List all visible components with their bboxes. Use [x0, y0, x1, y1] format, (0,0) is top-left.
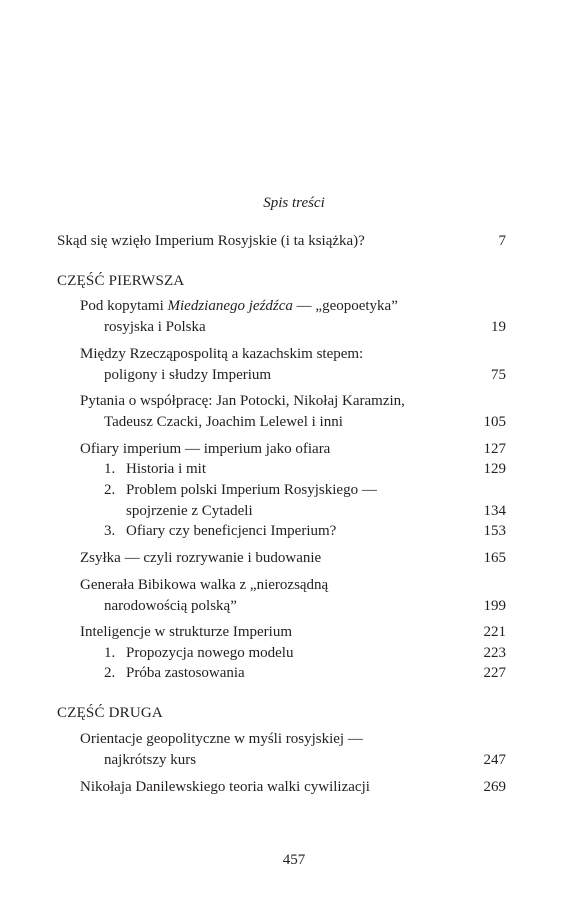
toc-entry-title-cont: poligony i słudzy Imperium — [104, 367, 272, 383]
toc-entry-title: Ofiary imperium — imperium jako ofiara — [80, 441, 331, 457]
toc-sub-number: 2. — [104, 665, 116, 681]
toc-entry-title: Generała Bibikowa walka z „nierozsądną — [80, 577, 329, 593]
toc-sub-title: Propozycja nowego modelu — [126, 645, 294, 661]
toc-sub-title: Ofiary czy beneficjenci Imperium? — [126, 523, 337, 539]
toc-entry-title: Inteligencje w strukturze Imperium — [80, 624, 293, 640]
toc-entry-page: 269 — [483, 779, 506, 795]
toc-sub-page: 129 — [483, 461, 506, 477]
toc-entry-page: 165 — [483, 550, 506, 566]
toc-entry-page: 221 — [483, 624, 506, 640]
toc-entry-title: Orientacje geopolityczne w myśli rosyjskiej — — [80, 731, 363, 747]
part-heading: CZĘŚĆ DRUGA — [57, 705, 163, 721]
toc-sub-page: 153 — [483, 523, 506, 539]
toc-sub-title: Historia i mit — [126, 461, 206, 477]
page-number: 457 — [282, 852, 306, 868]
toc-sub-number: 1. — [104, 461, 116, 477]
toc-entry-page: 127 — [483, 441, 506, 457]
toc-entry-title: Pytania o współpracę: Jan Potocki, Nikołaj Karamzin, — [80, 393, 405, 409]
toc-entry-page: 75 — [491, 367, 506, 383]
toc-sub-page: 227 — [483, 665, 506, 681]
toc-sub-page: 134 — [483, 503, 506, 519]
part-heading: CZĘŚĆ PIERWSZA — [57, 273, 185, 289]
toc-sub-number: 3. — [104, 523, 116, 539]
toc-intro-text: Skąd się wzięło Imperium Rosyjskie (i ta książka)? — [57, 233, 365, 249]
page-title: Spis treści — [263, 195, 325, 211]
toc-entry-title: Zsyłka — czyli rozrywanie i budowanie — [80, 550, 322, 566]
toc-entry-page: 247 — [483, 752, 506, 768]
toc-entry-title: Między Rzecząpospolitą a kazachskim stepem: — [80, 346, 364, 362]
toc-sub-number: 1. — [104, 645, 116, 661]
toc-sub-title: Próba zastosowania — [126, 665, 245, 681]
toc-entry-page: 199 — [483, 598, 506, 614]
toc-sub-page: 223 — [483, 645, 506, 661]
toc-sub-title: Problem polski Imperium Rosyjskiego — — [126, 482, 377, 498]
toc-entry-page: 105 — [483, 414, 506, 430]
toc-sub-title-cont: spojrzenie z Cytadeli — [126, 503, 253, 519]
toc-entry-title-cont: najkrótszy kurs — [104, 752, 197, 768]
toc-sub-number: 2. — [104, 482, 116, 498]
toc-entry-page: 19 — [491, 319, 506, 335]
toc-entry-title-cont: narodowością polską” — [104, 598, 237, 614]
toc-intro-page: 7 — [498, 233, 506, 249]
toc-entry-title-cont: rosyjska i Polska — [104, 319, 206, 335]
toc-entry-title-cont: Tadeusz Czacki, Joachim Lelewel i inni — [104, 414, 343, 430]
toc-entry-title: Nikołaja Danilewskiego teoria walki cywilizacji — [80, 779, 370, 795]
toc-entry-title: Pod kopytami Miedzianego jeźdźca — „geopoetyka” — [80, 298, 398, 314]
